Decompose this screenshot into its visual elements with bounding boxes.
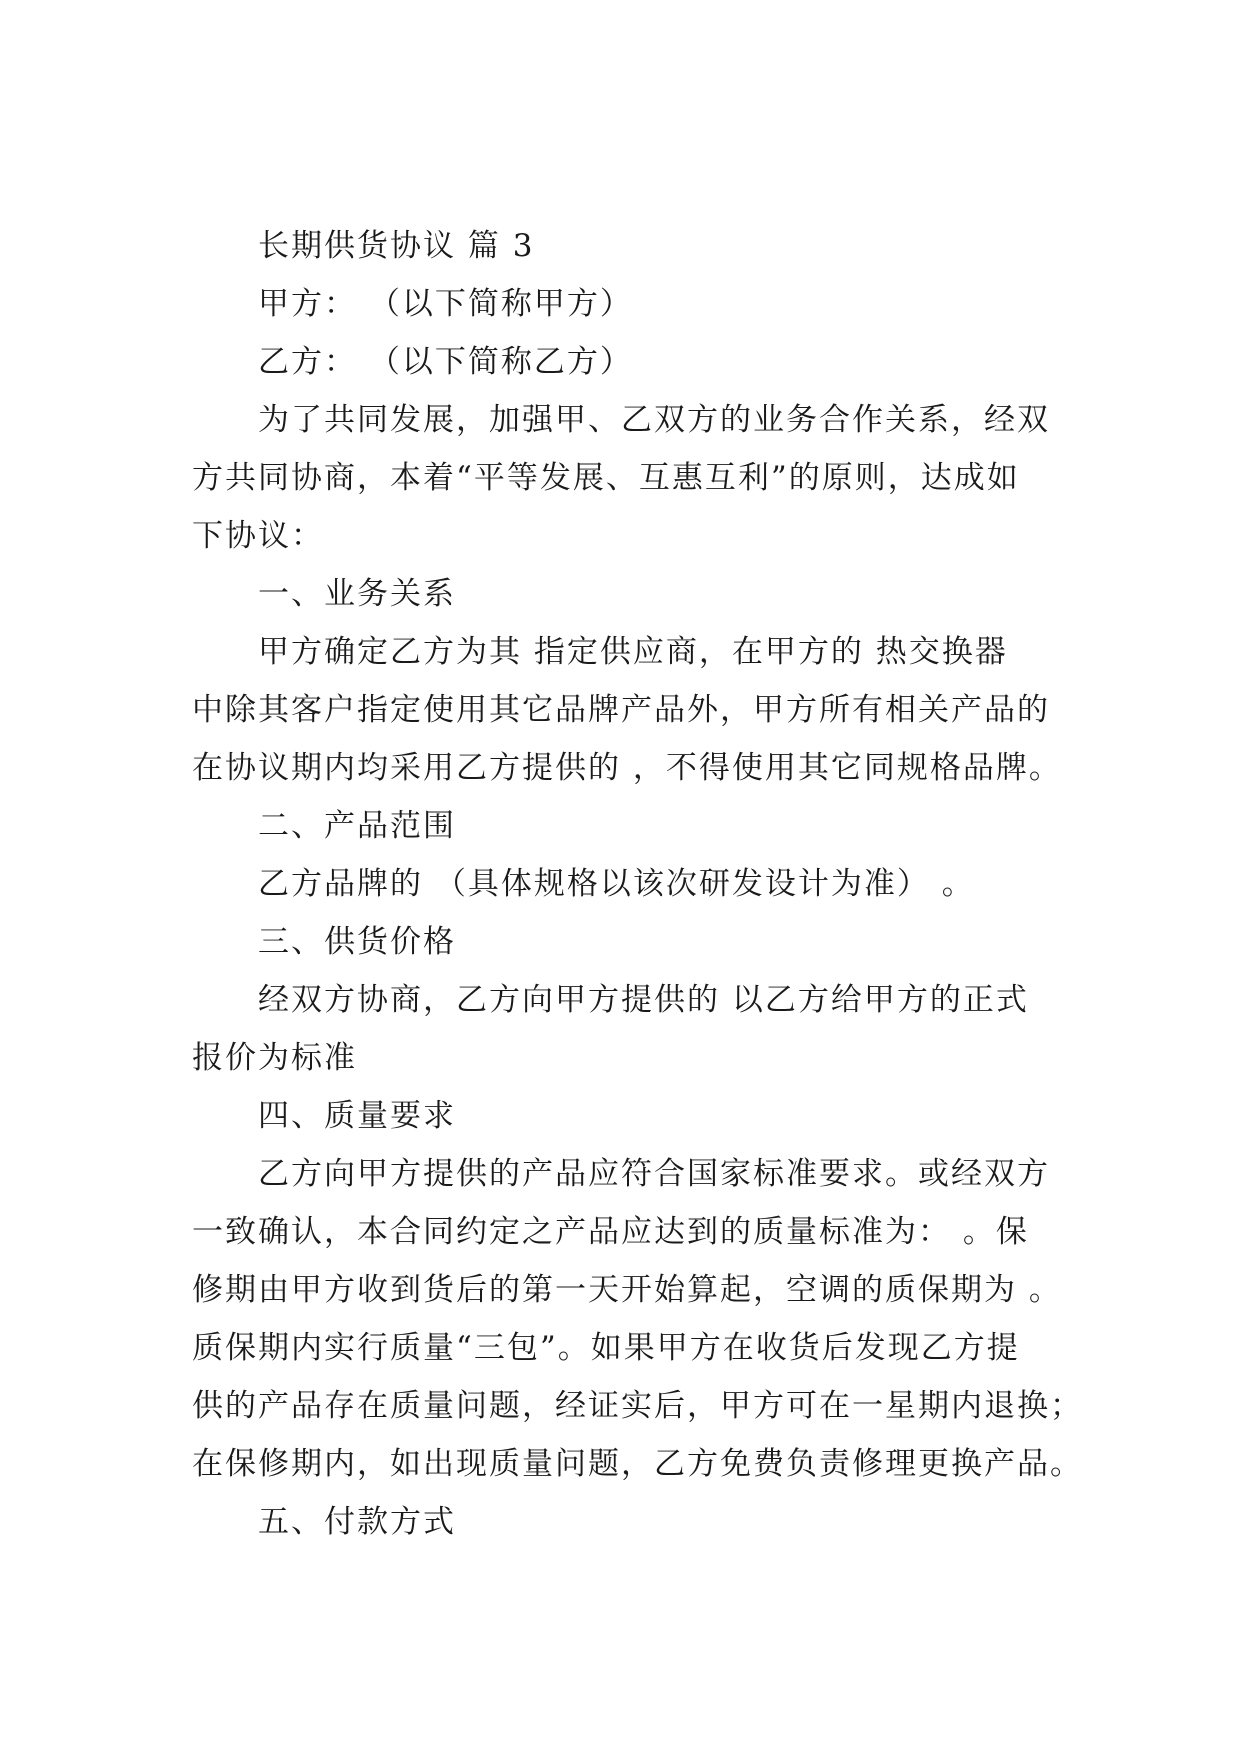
section-heading: 三、供货价格	[258, 924, 456, 960]
section-heading: 五、付款方式	[258, 1504, 456, 1540]
document-title: 长期供货协议 篇 3	[258, 228, 535, 264]
paragraph-line: 为了共同发展，加强甲、乙双方的业务合作关系，经双	[258, 402, 1050, 438]
paragraph-line: 方共同协商，本着“平等发展、互惠互利”的原则，达成如	[192, 460, 1020, 496]
paragraph-line: 乙方向甲方提供的产品应符合国家标准要求。或经双方	[258, 1156, 1050, 1192]
party-b-line: 乙方： （以下简称乙方）	[258, 344, 633, 380]
paragraph-line: 报价为标准	[192, 1040, 357, 1076]
paragraph-line: 经双方协商，乙方向甲方提供的 以乙方给甲方的正式	[258, 982, 1029, 1018]
paragraph-line: 在保修期内，如出现质量问题，乙方免费负责修理更换产品。	[192, 1446, 1083, 1482]
paragraph-line: 下协议：	[192, 518, 324, 554]
paragraph-line: 中除其客户指定使用其它品牌产品外，甲方所有相关产品的	[192, 692, 1050, 728]
paragraph-line: 修期由甲方收到货后的第一天开始算起，空调的质保期为 。	[192, 1272, 1062, 1308]
section-heading: 二、产品范围	[258, 808, 456, 844]
paragraph-line: 乙方品牌的 （具体规格以该次研发设计为准） 。	[258, 866, 975, 902]
section-heading: 一、业务关系	[258, 576, 456, 612]
paragraph-line: 在协议期内均采用乙方提供的 ，不得使用其它同规格品牌。	[192, 750, 1062, 786]
party-a-line: 甲方： （以下简称甲方）	[258, 286, 633, 322]
paragraph-line: 一致确认，本合同约定之产品应达到的质量标准为： 。保	[192, 1214, 1029, 1250]
section-heading: 四、质量要求	[258, 1098, 456, 1134]
paragraph-line: 甲方确定乙方为其 指定供应商，在甲方的 热交换器	[258, 634, 1008, 670]
paragraph-line: 供的产品存在质量问题，经证实后，甲方可在一星期内退换；	[192, 1388, 1083, 1424]
paragraph-line: 质保期内实行质量“三包”。如果甲方在收货后发现乙方提	[192, 1330, 1020, 1366]
